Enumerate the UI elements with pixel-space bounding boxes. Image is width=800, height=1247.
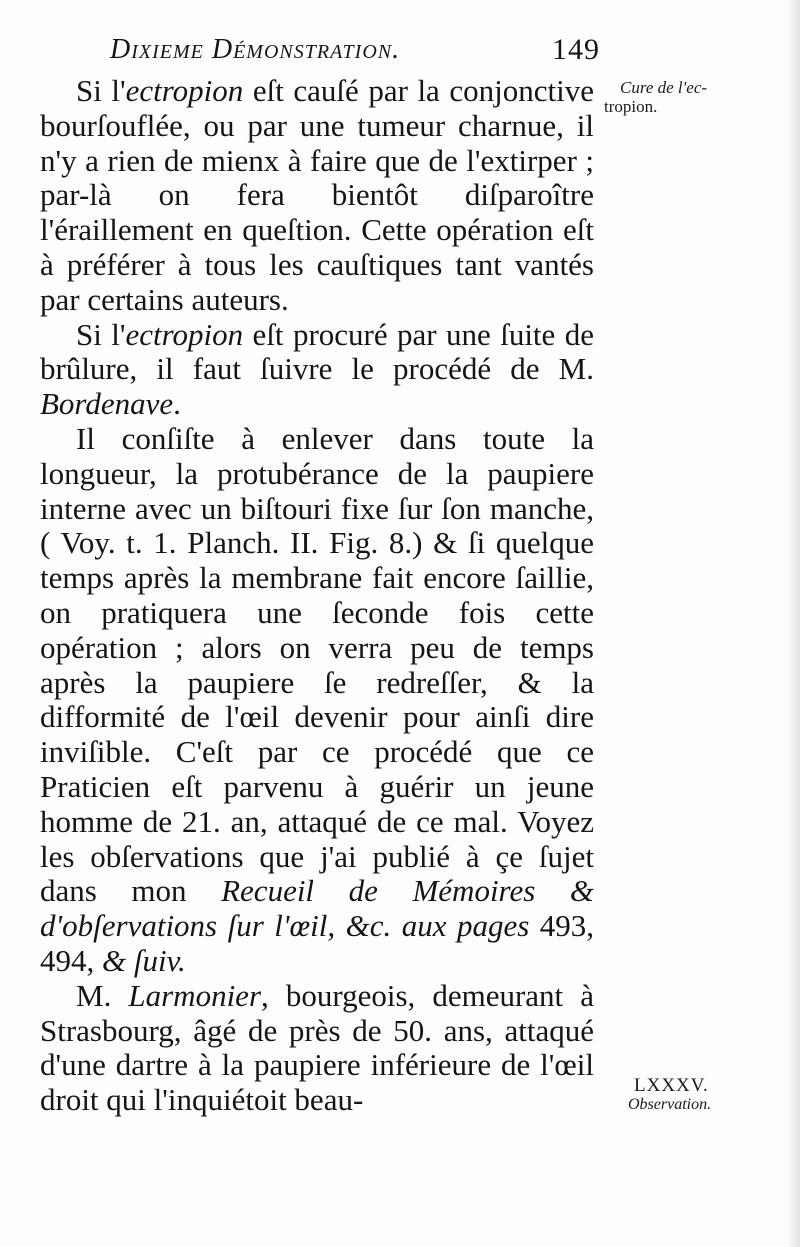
- paragraph-2-text-c: .: [173, 386, 181, 422]
- paragraph-3-italic-a: Recueil de Mémoires & d'obſervations ſur l'œil, &c. aux pages: [40, 873, 594, 944]
- running-title: Dixieme Démonstration.: [110, 34, 401, 65]
- margin-note-observation: [628, 1076, 798, 1114]
- paragraph-2: [40, 318, 594, 422]
- running-header: [110, 30, 600, 70]
- paragraph-4-italic-a: Larmonier: [128, 977, 262, 1013]
- body-text: [40, 74, 594, 1118]
- paragraph-2-text-a: Si l': [76, 316, 126, 352]
- paragraph-2-italic-b: Bordenave: [40, 386, 174, 422]
- observation-label: Observation.: [628, 1096, 712, 1113]
- paragraph-4-text-a: M.: [76, 977, 129, 1013]
- paragraph-4-text-b: , bourgeois, demeurant à Strasbourg, âgé de près de 50. ans, attaqué d'une dartre à la paupiere inférieure de l'œil droit qui l'inquiétoit beau-: [40, 977, 594, 1118]
- paragraph-1-italic-a: ectropion: [125, 73, 244, 108]
- paragraph-1: [40, 74, 594, 318]
- paragraph-2-italic-a: ectropion: [125, 316, 244, 352]
- observation-number: LXXXV.: [634, 1075, 709, 1096]
- paragraph-3-text-b: 493, 494,: [40, 908, 594, 978]
- margin-note-cure-line-2: tropion.: [604, 97, 658, 116]
- paragraph-3: [40, 422, 594, 979]
- margin-note-cure-line-1: Cure de l'ec-: [620, 78, 708, 97]
- paragraph-1-text-b: eſt cauſé par la conjonctive bourſouflée, ou par une tumeur charnue, il n'y a rien de mienx à faire que de l'extirper ; par-là on fera bientôt diſparoître l'éraillement en queſtion. Cette opération eſt à préférer à tous les cauſtiques tant vantés par certains auteurs.: [40, 73, 594, 317]
- margin-note-cure: [604, 78, 794, 116]
- paragraph-1-text-a: Si l': [76, 73, 126, 108]
- paragraph-3-italic-b: & ſuiv.: [102, 942, 186, 978]
- paragraph-3-text-a: Il conſiſte à enlever dans toute la longueur, la protubérance de la paupiere interne avec un biſtouri fixe ſur ſon manche, ( Voy. t. 1. Planch. II. Fig. 8.) & ſi quelque temps après la membrane fait encore ſaillie, on pratiquera une ſeconde fois cette opération ; alors on verra peu de temps après la paupiere ſe redreſſer, & la difformité de l'œil devenir pour ainſi dire inviſible. C'eſt par ce procédé que ce Praticien eſt parvenu à guérir un jeune homme de 21. an, attaqué de ce mal. Voyez les obſervations que j'ai publié à çe ſujet dans mon: [40, 420, 594, 909]
- paragraph-4: [40, 979, 594, 1118]
- paragraph-2-text-b: eſt procuré par une ſuite de brûlure, il faut ſuivre le procédé de M.: [40, 316, 594, 387]
- page-number: 149: [552, 33, 600, 66]
